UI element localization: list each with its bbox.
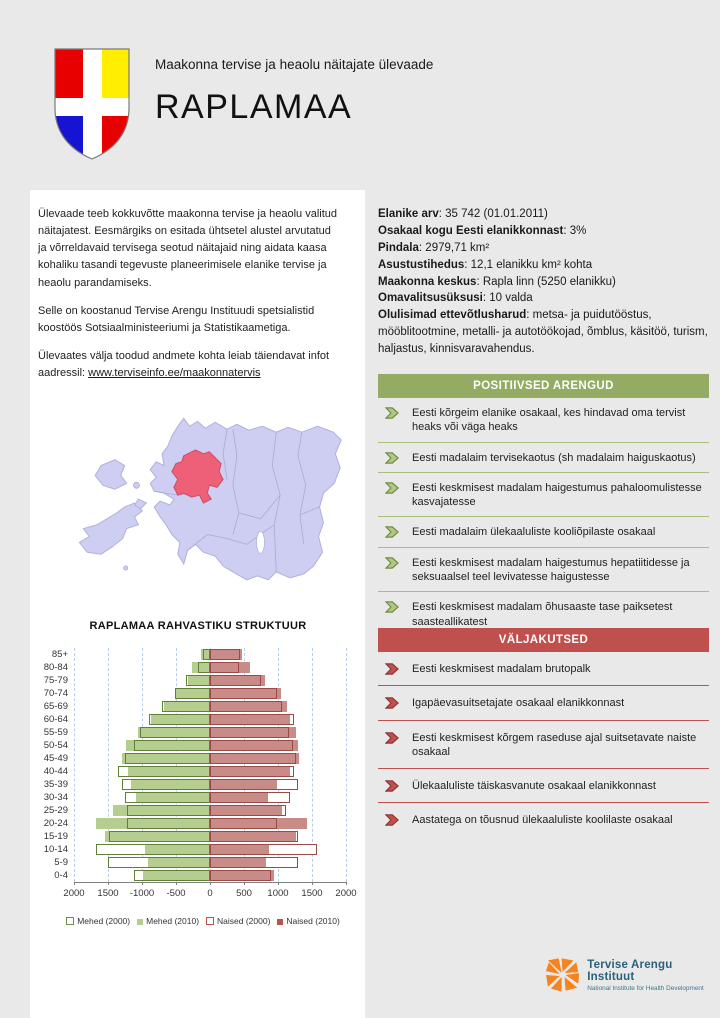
pyramid-bar bbox=[162, 701, 210, 712]
chevron-bullet-icon bbox=[385, 814, 399, 826]
chevron-bullet-icon bbox=[385, 732, 399, 744]
green-item-text: Eesti keskmisest madalam haigestumus hepatiitidesse ja seksuaalsel teel levivatesse haigustesse bbox=[412, 556, 690, 584]
pyramid-row bbox=[74, 856, 346, 869]
pyramid-bar bbox=[127, 805, 210, 816]
red-item-text: Eesti keskmisest kõrgem raseduse ajal suitsetavate naiste osakaal bbox=[412, 731, 697, 758]
red-item-text: Eesti keskmisest madalam brutopalk bbox=[412, 663, 591, 675]
red-item-text: Ülekaaluliste täiskasvanute osakaal elanikkonnast bbox=[412, 780, 656, 793]
stat-line: Olulisimad ettevõtlusharud: metsa- ja puidutööstus, mööblitootmine, metalli- ja autotöökojad, õmblus, käsitöö, turism, haljastus, kinnisvaravahendus. bbox=[378, 309, 708, 356]
pyramid-bar bbox=[125, 792, 210, 803]
age-label: 45-49 bbox=[43, 753, 68, 764]
age-label: 55-59 bbox=[43, 727, 68, 738]
green-item-text: Eesti madalaim tervisekaotus (sh madalaim haiguskaotus) bbox=[412, 451, 696, 464]
pyramid-row bbox=[74, 843, 346, 856]
age-label: 65-69 bbox=[43, 701, 68, 712]
age-label: 60-64 bbox=[43, 714, 68, 725]
pyramid-row bbox=[74, 869, 346, 882]
rapla-coat-of-arms-icon bbox=[52, 46, 132, 162]
pyramid-bar bbox=[210, 857, 298, 868]
pyramid-row bbox=[74, 674, 346, 687]
chevron-bullet-icon bbox=[385, 697, 399, 709]
legend-item: Naised (2010) bbox=[277, 916, 339, 926]
x-tick-label: 2000 bbox=[335, 888, 357, 899]
green-item-text: Eesti keskmisest madalam õhusaaste tase paiksetest saasteallikatest bbox=[412, 601, 673, 628]
chevron-bullet-icon bbox=[385, 663, 399, 675]
chart-legend bbox=[50, 916, 356, 926]
legend-swatch-icon bbox=[277, 919, 283, 925]
pyramid-bar bbox=[140, 727, 210, 738]
x-tick-label: -1000 bbox=[129, 888, 155, 899]
challenges-section bbox=[378, 628, 709, 837]
pyramid-bar bbox=[210, 662, 239, 673]
pyramid-bar bbox=[96, 844, 210, 855]
pyramid-bar bbox=[149, 714, 210, 725]
pyramid-bar bbox=[122, 779, 210, 790]
estonia-map-svg bbox=[40, 396, 355, 614]
age-label: 80-84 bbox=[43, 662, 68, 673]
age-label: 35-39 bbox=[43, 779, 68, 790]
age-label: 40-44 bbox=[43, 766, 68, 777]
green-item-text: Eesti kõrgeim elanike osakaal, kes hindavad oma tervist heaks või väga heaks bbox=[412, 407, 686, 434]
pyramid-bar bbox=[134, 740, 210, 751]
saaremaa-island bbox=[79, 503, 142, 554]
pyramid-bar bbox=[210, 701, 282, 712]
chart-age-axis bbox=[40, 648, 74, 883]
chart-plot-area bbox=[74, 648, 346, 883]
red-item-text: Igapäevasuitsetajate osakaal elanikkonnast bbox=[412, 697, 625, 710]
pyramid-bar bbox=[203, 649, 210, 660]
legend-item: Mehed (2000) bbox=[66, 916, 130, 926]
pyramid-row bbox=[74, 752, 346, 765]
axis-tick bbox=[108, 882, 109, 885]
pyramid-row bbox=[74, 713, 346, 726]
pyramid-bar bbox=[186, 675, 210, 686]
pyramid-bar bbox=[210, 740, 293, 751]
age-label: 5-9 bbox=[54, 857, 68, 868]
x-tick-label: 0 bbox=[207, 888, 213, 899]
age-label: 10-14 bbox=[43, 844, 68, 855]
pyramid-row bbox=[74, 687, 346, 700]
hiiumaa-island bbox=[95, 460, 127, 490]
logo-title: Tervise Arengu Instituut bbox=[587, 958, 673, 983]
legend-swatch-icon bbox=[137, 919, 143, 925]
pyramid-bar bbox=[175, 688, 210, 699]
legend-swatch-icon bbox=[206, 917, 214, 925]
axis-tick bbox=[210, 882, 211, 885]
age-label: 70-74 bbox=[43, 688, 68, 699]
chevron-bullet-icon bbox=[385, 407, 399, 419]
axis-tick bbox=[312, 882, 313, 885]
stat-line: Pindala: 2979,71 km² bbox=[378, 241, 490, 254]
x-tick-label: 500 bbox=[236, 888, 252, 899]
pyramid-row bbox=[74, 726, 346, 739]
pyramid-bar bbox=[210, 831, 298, 842]
green-item bbox=[378, 548, 709, 592]
chevron-bullet-icon bbox=[385, 452, 399, 464]
intro-paragraph-1: Ülevaade teeb kokkuvõtte maakonna tervise ja heaolu valitud näitajatest. Eesmärgiks on esitada ühtsetel alustel arvutatud ja võrreldavaid tervisega seotud näitajaid ning aidata kaasa kohaliku tasandi tegevuste planeerimisele elanike tervise ja heaolu parandamiseks. bbox=[38, 208, 338, 289]
estonia-mainland bbox=[150, 418, 341, 579]
pyramid-bar bbox=[134, 870, 210, 881]
red-item bbox=[378, 652, 709, 685]
axis-tick bbox=[176, 882, 177, 885]
pyramid-bar bbox=[109, 831, 210, 842]
intro-link-prefix: Ülevaates välja toodud andmete kohta leiab täiendavat infot aadressil: bbox=[38, 350, 330, 380]
pyramid-row bbox=[74, 817, 346, 830]
pyramid-row bbox=[74, 661, 346, 674]
pyramid-bar bbox=[210, 675, 261, 686]
tai-logo bbox=[546, 958, 720, 992]
red-item bbox=[378, 769, 709, 802]
age-label: 15-19 bbox=[43, 831, 68, 842]
pyramid-row bbox=[74, 830, 346, 843]
axis-tick bbox=[278, 882, 279, 885]
pyramid-row bbox=[74, 791, 346, 804]
stat-line: Osakaal kogu Eesti elanikkonnast: 3% bbox=[378, 224, 587, 237]
age-label: 0-4 bbox=[54, 870, 68, 881]
age-label: 75-79 bbox=[43, 675, 68, 686]
green-item bbox=[378, 473, 709, 517]
logo-subtitle: National Institute for Health Development bbox=[587, 984, 704, 992]
stat-line: Asustustihedus: 12,1 elanikku km² kohta bbox=[378, 258, 593, 271]
county-stats bbox=[378, 206, 710, 358]
pyramid-bar bbox=[210, 766, 294, 777]
chart-title: RAPLAMAA RAHVASTIKU STRUKTUUR bbox=[89, 620, 307, 632]
age-label: 50-54 bbox=[43, 740, 68, 751]
pyramid-bar bbox=[127, 818, 210, 829]
age-label: 25-29 bbox=[43, 805, 68, 816]
header bbox=[155, 57, 433, 127]
age-label: 85+ bbox=[51, 649, 68, 660]
chevron-bullet-icon bbox=[385, 601, 399, 613]
green-item bbox=[378, 517, 709, 546]
pyramid-bar bbox=[210, 818, 277, 829]
pyramid-bar bbox=[118, 766, 210, 777]
pyramid-bar bbox=[210, 792, 290, 803]
gridline bbox=[346, 648, 347, 882]
chevron-bullet-icon bbox=[385, 557, 399, 569]
chart-x-axis bbox=[63, 888, 357, 902]
population-pyramid-chart bbox=[40, 620, 356, 926]
red-item-text: Aastatega on tõusnud ülekaaluliste koolilaste osakaal bbox=[412, 814, 673, 827]
pyramid-bar bbox=[210, 844, 317, 855]
pyramid-bar bbox=[210, 727, 289, 738]
chevron-bullet-icon bbox=[385, 780, 399, 792]
pyramid-bar bbox=[210, 714, 294, 725]
green-item bbox=[378, 443, 709, 472]
axis-tick bbox=[346, 882, 347, 885]
stat-line: Maakonna keskus: Rapla linn (5250 elanikku) bbox=[378, 275, 616, 288]
terviseinfo-link[interactable]: www.terviseinfo.ee/maakonnatervis bbox=[88, 367, 261, 380]
red-item bbox=[378, 686, 709, 719]
logo-sun-icon bbox=[546, 958, 579, 992]
pyramid-bar bbox=[210, 805, 286, 816]
legend-item: Naised (2000) bbox=[206, 916, 270, 926]
pyramid-bar bbox=[198, 662, 210, 673]
red-item bbox=[378, 803, 709, 836]
pyramid-bar bbox=[210, 870, 271, 881]
x-tick-label: -500 bbox=[166, 888, 186, 899]
pyramid-bar bbox=[210, 649, 240, 660]
pyramid-bar bbox=[125, 753, 210, 764]
x-tick-label: 1000 bbox=[267, 888, 289, 899]
pyramid-row bbox=[74, 765, 346, 778]
legend-item: Mehed (2010) bbox=[137, 916, 199, 926]
red-item bbox=[378, 721, 709, 769]
pyramid-bar bbox=[210, 753, 296, 764]
axis-tick bbox=[74, 882, 75, 885]
pyramid-row bbox=[74, 700, 346, 713]
green-item bbox=[378, 398, 709, 442]
x-tick-label: 1500 bbox=[97, 888, 119, 899]
intro-section bbox=[38, 206, 341, 393]
positives-section bbox=[378, 374, 709, 637]
pyramid-bar bbox=[210, 779, 298, 790]
pyramid-bar bbox=[108, 857, 210, 868]
axis-tick bbox=[244, 882, 245, 885]
x-tick-label: 2000 bbox=[63, 888, 85, 899]
challenges-header: VÄLJAKUTSED bbox=[378, 628, 709, 652]
pyramid-row bbox=[74, 778, 346, 791]
intro-paragraph-2: Selle on koostanud Tervise Arengu Instituudi spetsialistid koostöös Sotsiaalministeeriumi ja Statistikaametiga. bbox=[38, 304, 315, 334]
pyramid-row bbox=[74, 648, 346, 661]
pyramid-row bbox=[74, 739, 346, 752]
age-label: 20-24 bbox=[43, 818, 68, 829]
pyramid-row bbox=[74, 804, 346, 817]
pyramid-bar bbox=[210, 688, 277, 699]
chevron-bullet-icon bbox=[385, 526, 399, 538]
document-subtitle: Maakonna tervise ja heaolu näitajate ülevaade bbox=[155, 57, 434, 72]
intro-paragraph-3 bbox=[38, 348, 341, 382]
stat-line: Elanike arv: 35 742 (01.01.2011) bbox=[378, 208, 548, 220]
green-item-text: Eesti madalaim ülekaaluliste kooliõpilaste osakaal bbox=[412, 526, 656, 539]
axis-tick bbox=[142, 882, 143, 885]
age-label: 30-34 bbox=[43, 792, 68, 803]
green-item-text: Eesti keskmisest madalam haigestumus pahaloomulistesse kasvajatesse bbox=[412, 481, 702, 509]
stat-line: Omavalitsusüksusi: 10 valda bbox=[378, 292, 533, 305]
estonia-map bbox=[40, 396, 355, 614]
positives-header: POSITIIVSED ARENGUD bbox=[378, 374, 709, 398]
x-tick-label: 1500 bbox=[301, 888, 323, 899]
chevron-bullet-icon bbox=[385, 482, 399, 494]
legend-swatch-icon bbox=[66, 917, 74, 925]
county-title: RAPLAMAA bbox=[155, 88, 353, 126]
